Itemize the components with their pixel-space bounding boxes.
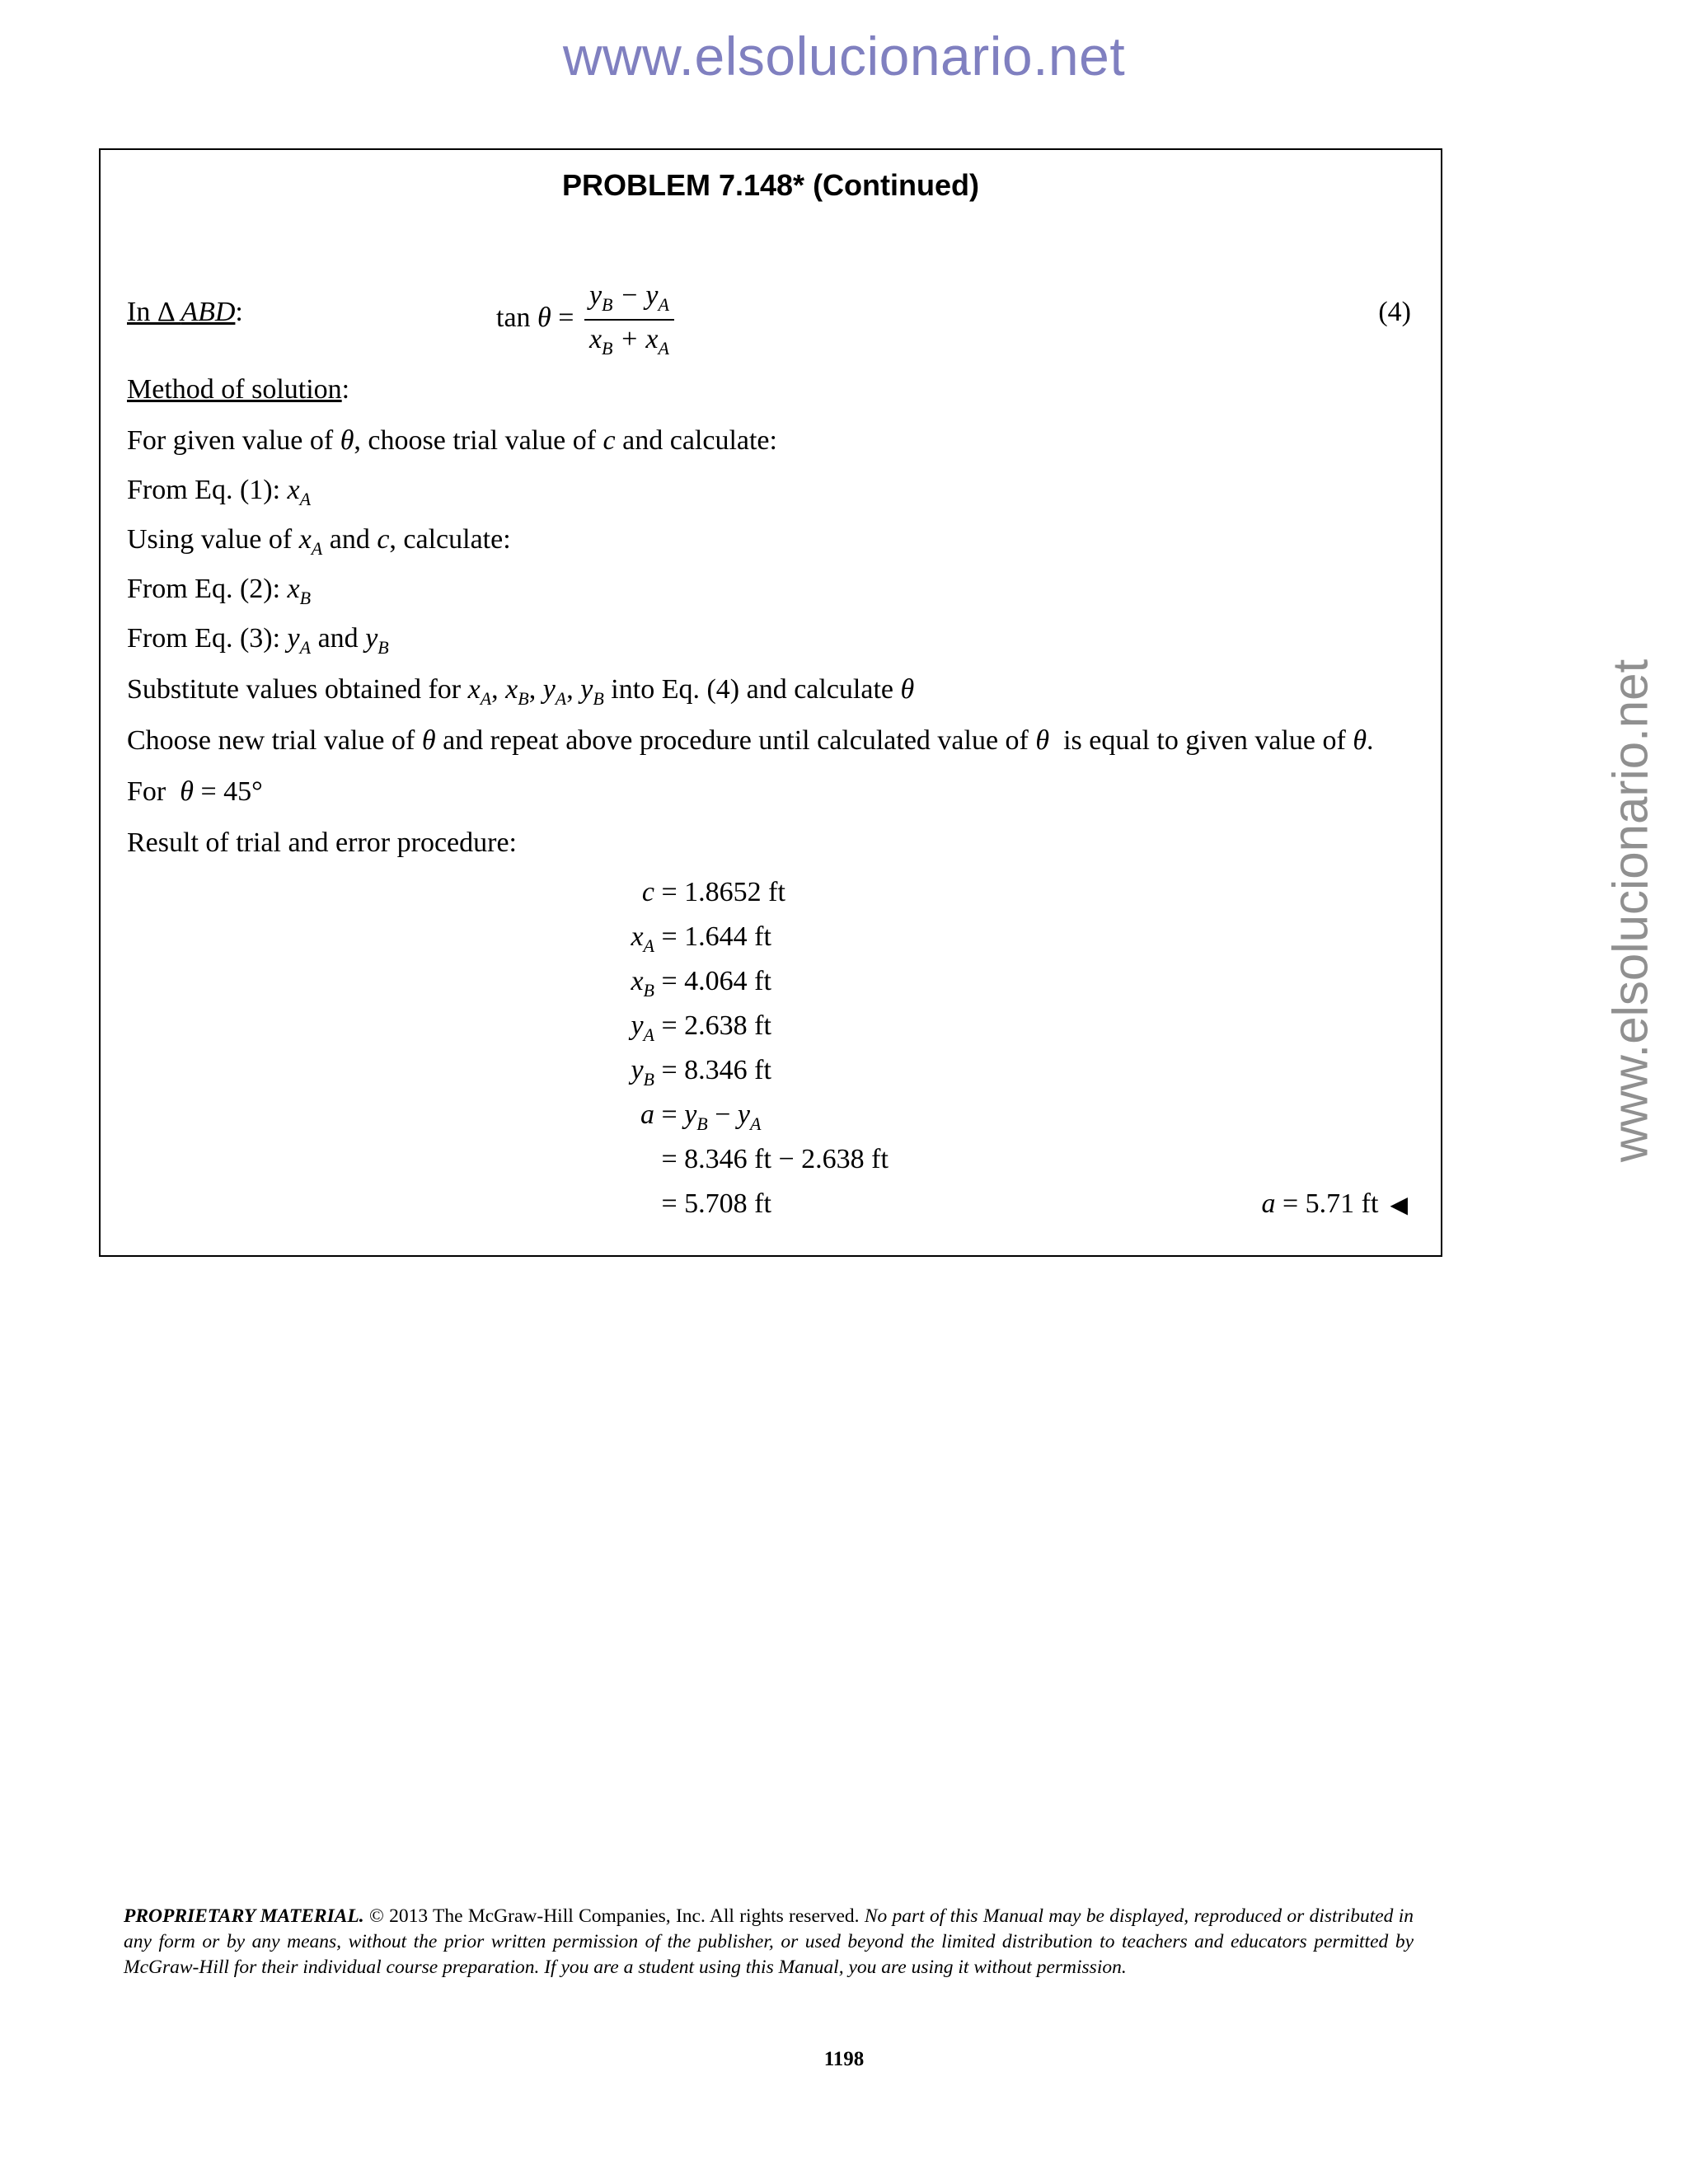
method-heading-line: Method of solution: (127, 374, 350, 405)
watermark-top: www.elsolucionario.net (562, 26, 1126, 87)
triangle-label: In Δ ABD (127, 297, 236, 327)
problem-title: PROBLEM 7.148* (Continued) (561, 168, 980, 202)
final-answer: a = 5.71 ft ◀ (1261, 1188, 1408, 1219)
step-9: Result of trial and error procedure: (127, 827, 517, 858)
equation-4: tan θ = $\frac{y_B - y_A}{x_B + x_A}$ (496, 280, 674, 359)
result-c: c = 1.8652 ft (641, 877, 785, 907)
step-1: For given value of θ, choose trial value of c and calculate: (127, 425, 777, 456)
step-6: Substitute values obtained for $x_A$, $x_B$, $y_A$, $y_B$ into Eq. (4) and calculate θ (127, 674, 915, 709)
result-a-sub: = 8.346 ft − 2.638 ft (661, 1144, 889, 1174)
triangle-label-line: In Δ ABD: (127, 297, 243, 327)
method-heading: Method of solution (127, 374, 342, 405)
step-3: Using value of $x_A$ and c, calculate: (127, 524, 511, 559)
equation-4-fraction: $\frac{y_B - y_A}{x_B + x_A}$ (584, 280, 674, 359)
step-4: From Eq. (2): $x_B$ (127, 574, 312, 608)
copyright-footer (124, 1904, 1414, 1980)
equation-number: (4) (1378, 297, 1411, 327)
footer-bold: PROPRIETARY MATERIAL. (124, 1905, 364, 1927)
result-a-def: $a = y_B - y_A$ (640, 1099, 762, 1134)
footer-italic: No part of this Manual may be displayed, reproduced or distributed in any form or by any means, without the prior written permission of the publisher, or used beyond the limited distribution to teachers and educators permitted by McGraw-Hill for their individual course preparation. If you are a student using this Manual, you are using it without permission. (124, 1905, 1414, 1978)
problem-box (99, 148, 1442, 1257)
result-yA: $y_A = 2.638$ ft (631, 1010, 771, 1045)
footer-normal: © 2013 The McGraw-Hill Companies, Inc. All rights reserved. (363, 1905, 865, 1927)
result-a-val: = 5.708 ft (661, 1188, 771, 1219)
step-8: For θ = 45° (127, 776, 263, 807)
result-yB: $y_B = 8.346$ ft (631, 1055, 771, 1090)
page-number: 1198 (823, 2048, 865, 2070)
answer-marker-icon: ◀ (1390, 1193, 1408, 1218)
result-xA: $x_A = 1.644$ ft (631, 921, 771, 956)
step-2: From Eq. (1): $x_A$ (127, 475, 312, 509)
watermark-side: www.elsolucionario.net (1602, 658, 1658, 1163)
step-7: Choose new trial value of θ and repeat above procedure until calculated value of θ is equal to given value of θ. (127, 725, 1374, 756)
result-xB: $x_B = 4.064$ ft (631, 966, 771, 1001)
step-5: From Eq. (3): $y_A$ and $y_B$ (127, 623, 389, 658)
